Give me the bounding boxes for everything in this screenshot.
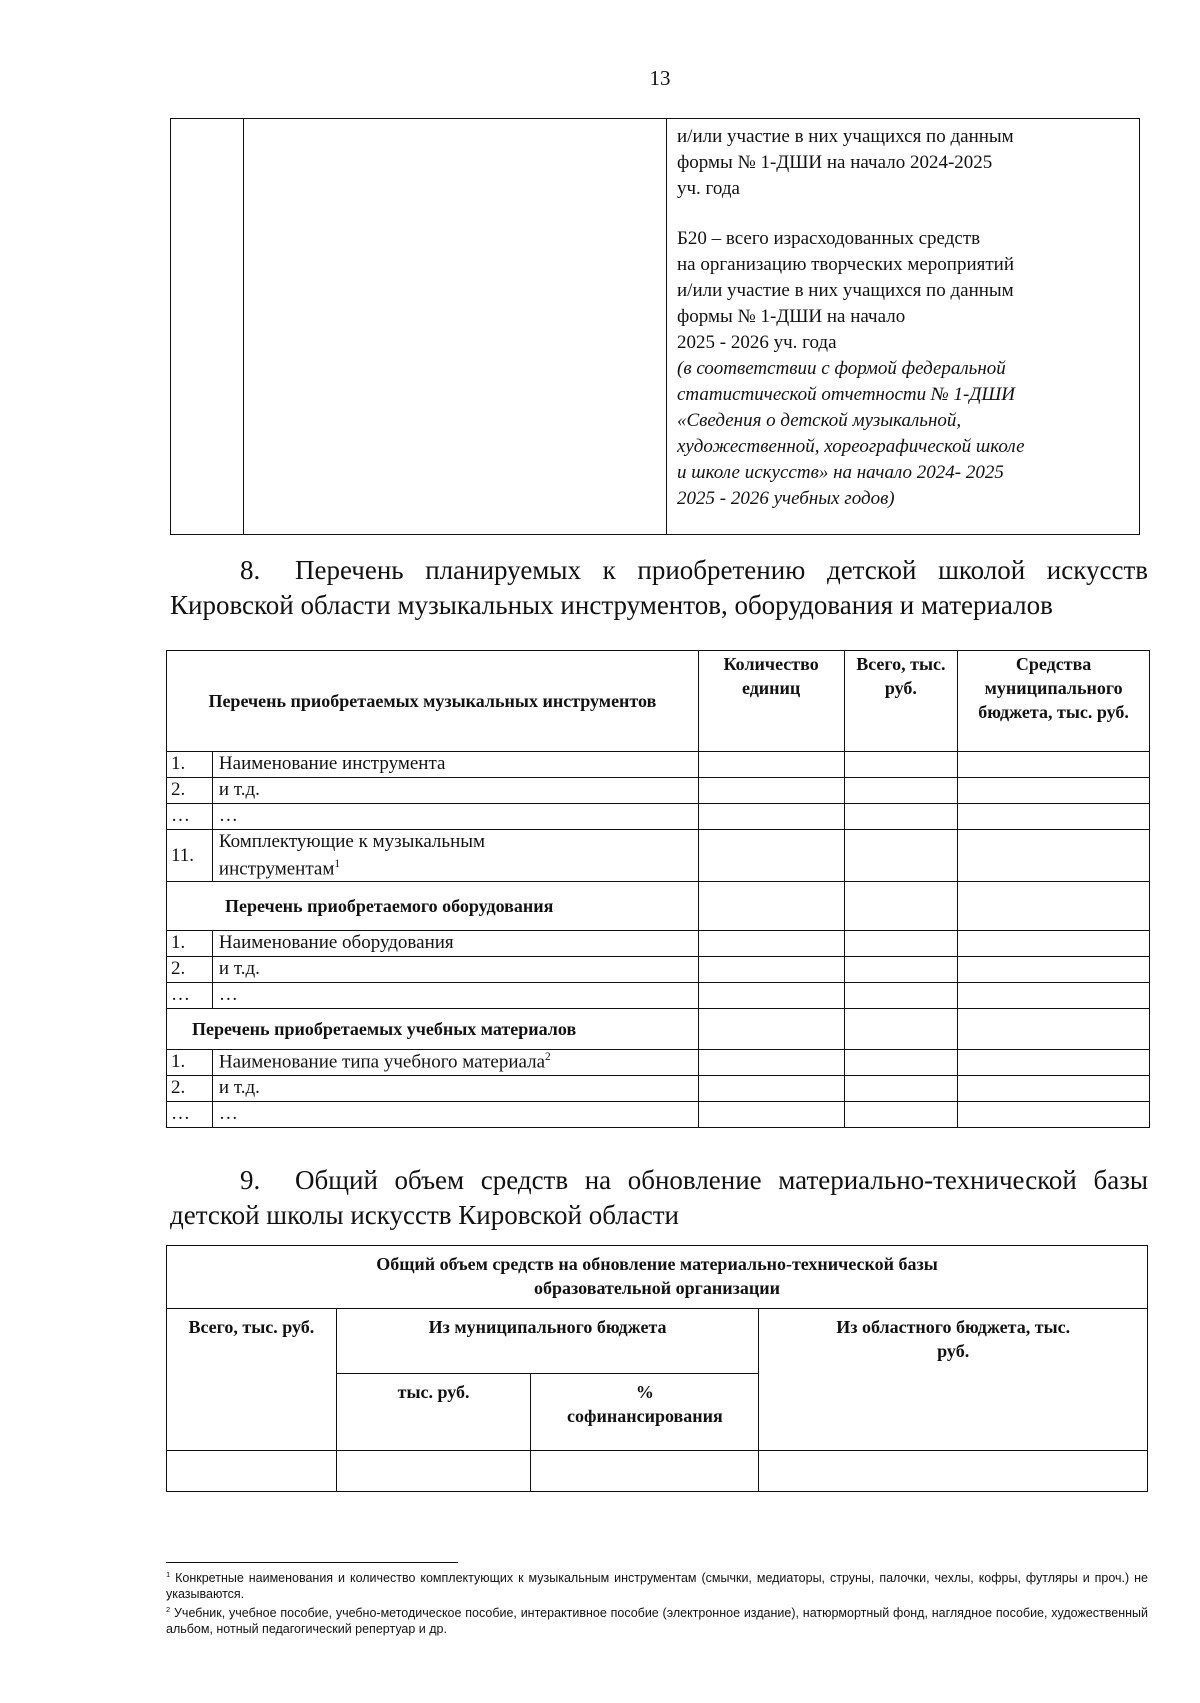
header-municipal-pct: % софинансирования	[531, 1374, 759, 1451]
table-cell	[844, 957, 958, 983]
row-number: …	[167, 804, 213, 830]
table-row	[167, 1102, 1150, 1128]
row-name	[212, 804, 698, 830]
section-number: 8.	[240, 555, 261, 585]
section-number: 9.	[240, 1165, 261, 1195]
row-name	[212, 983, 698, 1009]
table-cell	[698, 882, 844, 931]
section-title: Перечень планируемых к приобретению детской школой искусств Кировской области музыкальных инструментов, оборудования и материалов	[170, 555, 1148, 620]
materials-rows	[167, 1050, 1150, 1128]
table-row	[167, 931, 1150, 957]
table-cell	[844, 931, 958, 957]
row-name-text: …	[218, 1103, 238, 1125]
table-row	[167, 957, 1150, 983]
row-name	[212, 752, 698, 778]
table-cell	[844, 1009, 958, 1050]
funding-table	[166, 1245, 1148, 1492]
table-row	[171, 119, 1140, 535]
row-number: 11.	[167, 830, 213, 882]
instrument-rows	[167, 752, 1150, 882]
table-cell	[698, 752, 844, 778]
table-cell	[958, 1076, 1150, 1102]
footnote-1	[166, 1567, 1148, 1602]
equipment-rows	[167, 931, 1150, 1009]
materials-title: Перечень приобретаемых учебных материалов	[167, 1009, 699, 1050]
footnote-2	[166, 1602, 1148, 1637]
table-cell	[844, 752, 958, 778]
table-cell	[698, 1102, 844, 1128]
header-instruments: Перечень приобретаемых музыкальных инструментов	[167, 651, 699, 752]
section-8-heading	[170, 553, 1148, 623]
table-cell	[958, 1050, 1150, 1076]
row-number: 2.	[167, 957, 213, 983]
table-cell	[844, 1102, 958, 1128]
table-header-row	[167, 1309, 1148, 1374]
header-regional: Из областного бюджета, тыс. руб.	[759, 1309, 1148, 1451]
table-cell	[958, 882, 1150, 931]
header-total: Всего, тыс. руб.	[167, 1309, 337, 1451]
header-municipal: Из муниципального бюджета	[336, 1309, 759, 1374]
row-name-text: …	[218, 805, 238, 826]
row-name-text: Наименование инструмента	[218, 753, 446, 774]
table-cell	[531, 1451, 759, 1492]
table-cell	[844, 1076, 958, 1102]
funding-title: Общий объем средств на обновление материально-технической базы образовательной организации	[167, 1246, 1148, 1309]
table-cell	[698, 983, 844, 1009]
table-cell	[698, 830, 844, 882]
table-cell	[698, 804, 844, 830]
table-row	[167, 830, 1150, 882]
purchase-list-table	[166, 650, 1150, 1128]
row-name	[212, 778, 698, 804]
group-row	[167, 882, 1150, 931]
table-row	[167, 752, 1150, 778]
table-row	[167, 804, 1150, 830]
table-cell	[958, 957, 1150, 983]
table-row	[167, 778, 1150, 804]
row-name	[212, 830, 698, 882]
table-cell	[336, 1451, 531, 1492]
table-cell	[844, 830, 958, 882]
table-cell	[171, 119, 244, 535]
row-name	[212, 1050, 698, 1076]
footnote-mark: 2	[166, 1605, 171, 1615]
table-cell	[958, 1009, 1150, 1050]
table-cell	[244, 119, 667, 535]
row-name-text: и т.д.	[218, 779, 260, 800]
table-cell	[844, 804, 958, 830]
indicator-text: и/или участие в них учащихся по данным формы № 1-ДШИ на начало 2024-2025 уч. года	[677, 126, 1014, 199]
header-quantity: Количество единиц	[698, 651, 844, 752]
row-name-text: …	[218, 984, 238, 1006]
row-number: 1.	[167, 931, 213, 957]
footnote-text: Учебник, учебное пособие, учебно-методическое пособие, интерактивное пособие (электронное издание), натюрмортный фонд, наглядное пособие, художественный альбом, нотный педагогический репертуар и др.	[166, 1606, 1148, 1637]
table-row	[167, 983, 1150, 1009]
footnote-ref: 2	[545, 1051, 551, 1064]
table-cell	[844, 778, 958, 804]
table-cell	[698, 1076, 844, 1102]
header-municipal: Средства муниципального бюджета, тыс. руб.	[958, 651, 1150, 752]
table-cell	[958, 830, 1150, 882]
table-cell	[958, 804, 1150, 830]
row-number: …	[167, 983, 213, 1009]
table-cell	[958, 778, 1150, 804]
row-number: 2.	[167, 1076, 213, 1102]
table-cell	[698, 931, 844, 957]
table-cell	[759, 1451, 1148, 1492]
table-cell	[958, 983, 1150, 1009]
table-row	[167, 1076, 1150, 1102]
table-row	[167, 1451, 1148, 1492]
footnote-ref: 1	[334, 858, 341, 870]
table-row	[167, 1050, 1150, 1076]
table-cell	[698, 1050, 844, 1076]
table-cell	[844, 983, 958, 1009]
row-name-text: Наименование типа учебного материала	[218, 1051, 546, 1073]
section-title: Общий объем средств на обновление материально-технической базы детской школы искусств Кировской области	[170, 1165, 1148, 1230]
table-header-row	[167, 1246, 1148, 1309]
group-row	[167, 1009, 1150, 1050]
continuation-table	[170, 118, 1140, 535]
row-number: 1.	[167, 752, 213, 778]
table-cell	[958, 752, 1150, 778]
header-municipal-rub: тыс. руб.	[336, 1374, 531, 1451]
footnote-text: Конкретные наименования и количество комплектующих к музыкальным инструментам (смычки, медиаторы, струны, палочки, чехлы, кофры, футляры и проч.) не указываются.	[166, 1571, 1148, 1602]
table-header-row	[167, 651, 1150, 752]
page-number: 13	[649, 66, 671, 90]
row-name-text: Комплектующие к музыкальным инструментам	[218, 831, 486, 880]
table-cell	[958, 931, 1150, 957]
indicator-b20-text: Б20 – всего израсходованных средств на организацию творческих мероприятий и/или участие в них учащихся по данным формы № 1-ДШИ на начало 2025 - 2026 уч. года	[677, 228, 1015, 353]
table-cell	[698, 1009, 844, 1050]
indicator-note: (в соответствии с формой федеральной статистической отчетности № 1-ДШИ «Сведения о детской музыкальной, художественной, хореографической школе и школе искусств» на начало 2024- 2025 2025 - 2026 учебных годов)	[677, 358, 1025, 509]
row-name	[212, 1076, 698, 1102]
table-cell	[667, 119, 1140, 535]
row-name-text: Наименование оборудования	[218, 932, 454, 954]
row-name-text: и т.д.	[218, 958, 260, 980]
row-number: 1.	[167, 1050, 213, 1076]
row-number: …	[167, 1102, 213, 1128]
row-name	[212, 1102, 698, 1128]
footnote-divider	[166, 1562, 458, 1563]
table-cell	[844, 1050, 958, 1076]
table-cell	[698, 778, 844, 804]
table-cell	[698, 957, 844, 983]
table-cell	[844, 882, 958, 931]
table-cell	[167, 1451, 337, 1492]
row-number: 2.	[167, 778, 213, 804]
equipment-title: Перечень приобретаемого оборудования	[167, 882, 699, 931]
row-name-text: и т.д.	[218, 1077, 260, 1099]
table-cell	[958, 1102, 1150, 1128]
section-9-heading	[170, 1163, 1148, 1233]
footnotes	[166, 1567, 1148, 1637]
header-total: Всего, тыс. руб.	[844, 651, 958, 752]
row-name	[212, 957, 698, 983]
row-name	[212, 931, 698, 957]
footnote-mark: 1	[166, 1570, 171, 1579]
